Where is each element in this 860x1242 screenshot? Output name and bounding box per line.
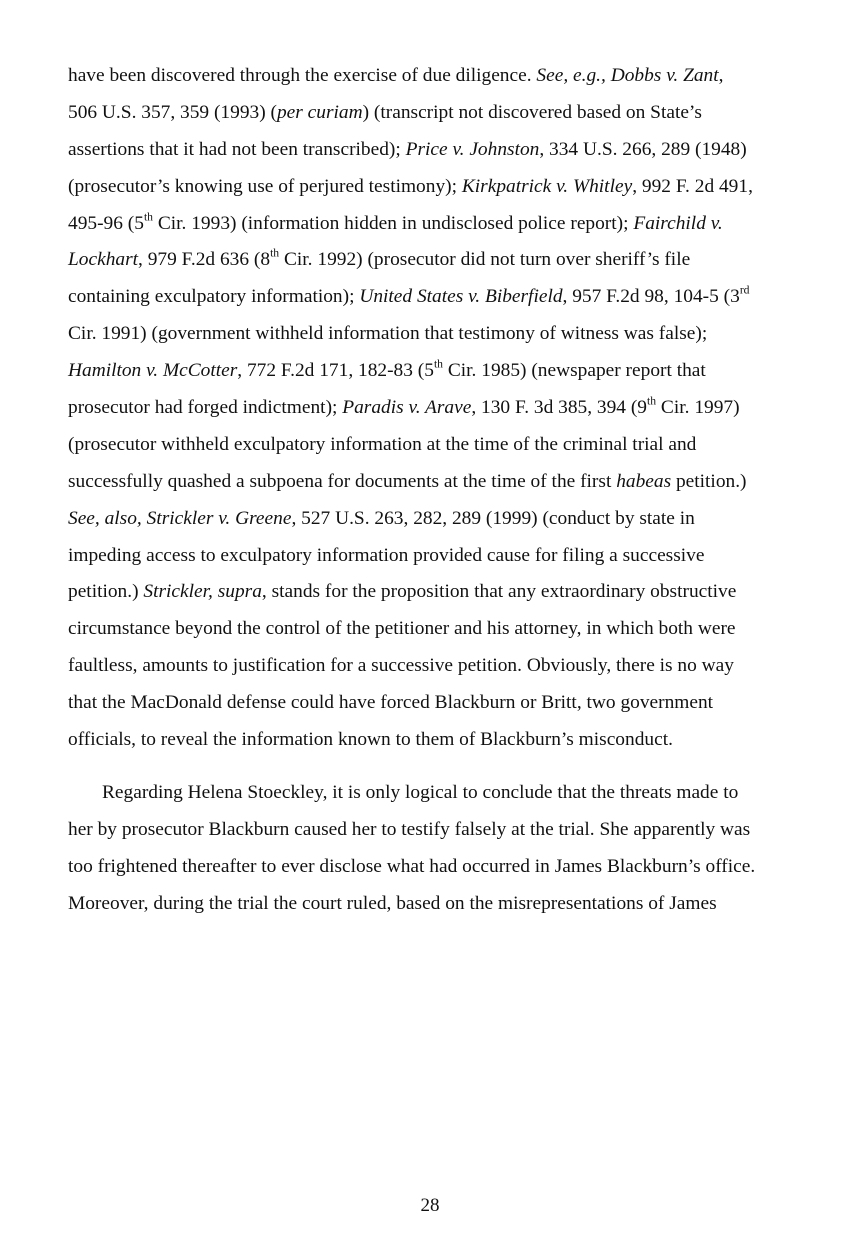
text-run: , 527 U.S. 263, 282, 289 (1999) (conduct by state in (291, 507, 695, 529)
text-line (68, 206, 798, 243)
text-line (68, 279, 798, 316)
text-line (68, 812, 798, 849)
italic-citation: Hamilton v. McCotter (68, 360, 238, 382)
text-line (68, 132, 798, 169)
text-run: prosecutor had forged indictment); (68, 397, 343, 419)
text-line (68, 464, 798, 501)
text-line (68, 390, 798, 427)
text-run: too frightened thereafter to ever disclose what had occurred in James Blackburn’s office. (68, 855, 756, 877)
text-run: that the MacDonald defense could have forced Blackburn or Britt, two government (68, 692, 714, 714)
text-run: 495-96 (5 (68, 212, 144, 234)
italic-citation: per curiam (276, 101, 363, 123)
page-number: 28 (420, 1195, 440, 1216)
text-run: , 957 F.2d 98, 104-5 (3 (562, 286, 740, 308)
text-run: , 334 U.S. 266, 289 (1948) (539, 138, 747, 160)
italic-citation: Fairchild v. (633, 212, 723, 234)
italic-citation: Paradis v. Arave (342, 397, 472, 419)
italic-citation: See, e.g., Dobbs v. Zant (536, 65, 719, 86)
italic-citation: See, also, Strickler v. Greene (68, 507, 292, 529)
text-run: Cir. 1991) (government withheld information that testimony of witness was false); (68, 323, 708, 345)
italic-citation: Kirkpatrick v. Whitley (461, 175, 633, 197)
text-line (68, 648, 798, 685)
paragraph-gap (68, 759, 798, 775)
text-run: impeding access to exculpatory information provided cause for filing a successive (68, 544, 705, 566)
italic-citation: Lockhart (68, 249, 139, 271)
text-run: have been discovered through the exercise of due diligence. (68, 65, 537, 86)
paragraph-2 (68, 775, 798, 923)
text-line (68, 95, 798, 132)
text-line (68, 722, 798, 759)
text-run: , stands for the proposition that any extraordinary obstructive (261, 581, 737, 603)
text-run: containing exculpatory information); (68, 286, 360, 308)
italic-citation: Strickler, supra (143, 581, 262, 603)
text-run: ) (transcript not discovered based on State’s (362, 101, 702, 123)
text-run: Cir. 1997) (656, 397, 740, 419)
text-run: circumstance beyond the control of the petitioner and his attorney, in which both were (68, 618, 736, 640)
text-line (68, 574, 798, 611)
italic-citation: Price v. Johnston (405, 138, 540, 160)
text-line (68, 538, 798, 575)
text-run: successfully quashed a subpoena for documents at the time of the first (68, 470, 617, 492)
text-run: assertions that it had not been transcribed); (68, 138, 406, 160)
text-line (68, 849, 798, 886)
ordinal-suffix: rd (739, 283, 750, 297)
text-run: faultless, amounts to justification for a successive petition. Obviously, there is no way (68, 655, 734, 677)
text-line (68, 886, 798, 923)
text-run: , 979 F.2d 636 (8 (138, 249, 271, 271)
text-line (68, 316, 798, 353)
body-text (68, 58, 798, 922)
text-run: Moreover, during the trial the court ruled, based on the misrepresentations of James (68, 892, 717, 914)
text-run: (prosecutor’s knowing use of perjured testimony); (68, 175, 462, 197)
text-line (68, 353, 798, 390)
ordinal-suffix: th (270, 246, 280, 260)
text-run: Cir. 1992) (prosecutor did not turn over sheriff’s file (279, 249, 691, 271)
text-run: petition.) (671, 470, 747, 492)
text-line (68, 501, 798, 538)
italic-citation: habeas (616, 470, 672, 492)
text-run: , 772 F.2d 171, 182-83 (5 (237, 360, 434, 382)
text-run: officials, to reveal the information known to them of Blackburn’s misconduct. (68, 729, 673, 751)
text-run: , (718, 65, 724, 86)
italic-citation: United States v. Biberfield (359, 286, 563, 308)
ordinal-suffix: th (433, 357, 443, 371)
ordinal-suffix: th (647, 394, 657, 408)
text-run: Regarding Helena Stoeckley, it is only logical to conclude that the threats made to (102, 781, 739, 803)
text-line (68, 427, 798, 464)
text-line (68, 242, 798, 279)
text-run: , 992 F. 2d 491, (632, 175, 753, 197)
text-line (68, 775, 798, 812)
text-run: 506 U.S. 357, 359 (1993) ( (68, 101, 277, 123)
ordinal-suffix: th (143, 209, 153, 223)
text-line (68, 685, 798, 722)
text-line (68, 169, 798, 206)
text-run: her by prosecutor Blackburn caused her to testify falsely at the trial. She apparently was (68, 818, 751, 840)
text-run: Cir. 1985) (newspaper report that (443, 360, 706, 382)
text-run: petition.) (68, 581, 144, 603)
paragraph-1 (68, 58, 798, 759)
text-run: , 130 F. 3d 385, 394 (9 (471, 397, 648, 419)
text-run: Cir. 1993) (information hidden in undisclosed police report); (152, 212, 634, 234)
text-line (68, 58, 798, 95)
text-run: (prosecutor withheld exculpatory information at the time of the criminal trial and (68, 433, 697, 455)
text-line (68, 611, 798, 648)
